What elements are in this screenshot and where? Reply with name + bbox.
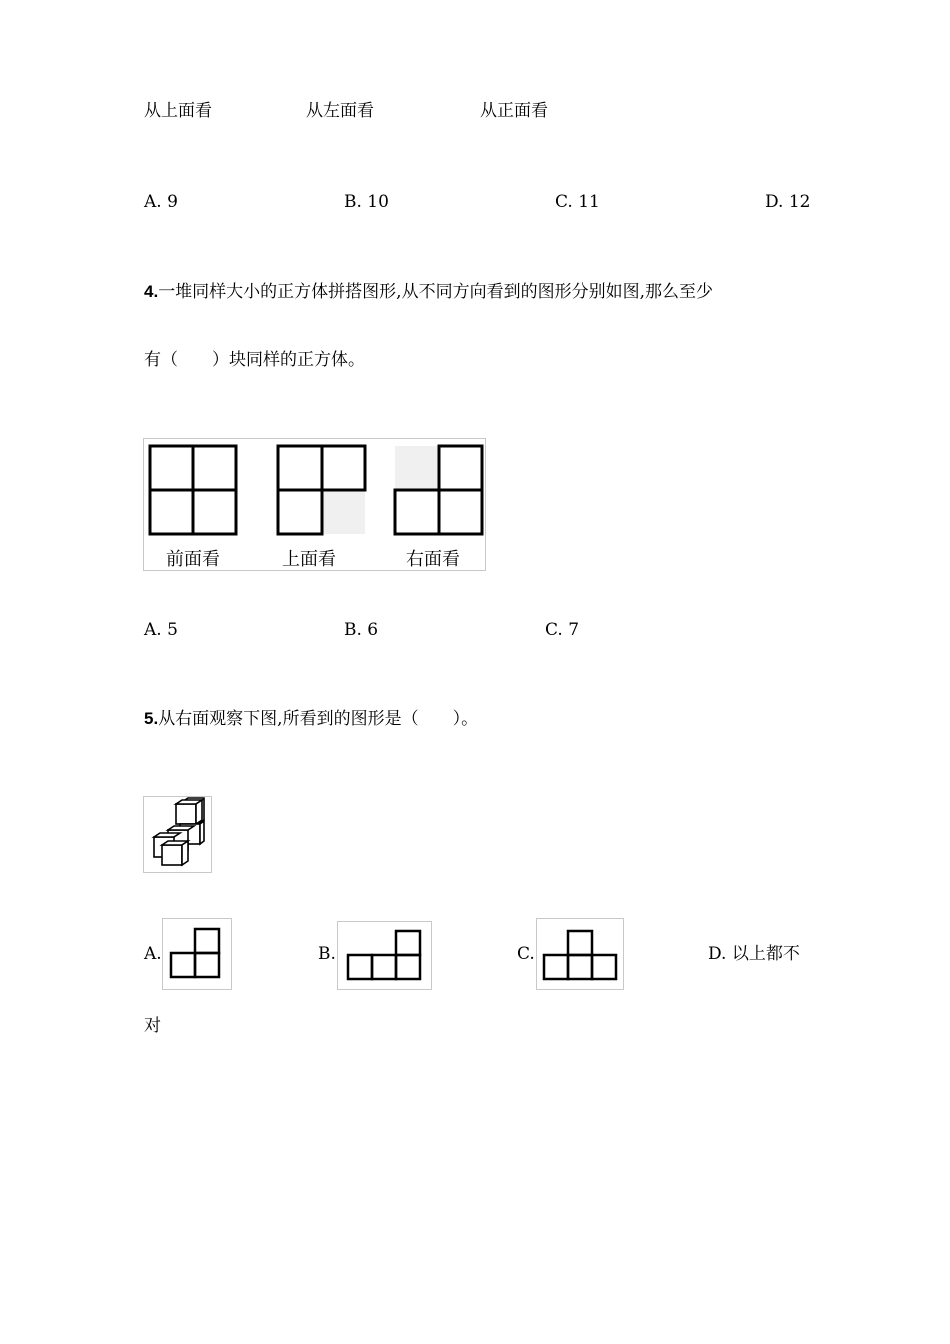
figure-label-front: 前面看	[166, 549, 220, 569]
q4-option-a[interactable]: A. 5	[144, 620, 178, 640]
q5-number: 5.	[144, 709, 159, 728]
q3-option-b[interactable]: B. 10	[344, 192, 389, 212]
q5-text: 从右面观察下图,所看到的图形是（ ）。	[158, 709, 479, 729]
q5-option-c-figure	[536, 918, 624, 990]
q5-option-c[interactable]: C.	[517, 944, 535, 964]
q4-question-line2: 有（ ）块同样的正方体。	[144, 350, 365, 370]
q5-question	[144, 709, 478, 729]
q3-option-d[interactable]: D. 12	[765, 192, 811, 212]
view-label-left: 从左面看	[306, 101, 374, 121]
q4-number: 4.	[144, 282, 159, 301]
view-label-front: 从正面看	[480, 101, 548, 121]
q4-three-view-figure	[143, 438, 486, 571]
q5-option-d-wrap: 对	[144, 1016, 161, 1036]
figure-label-right: 右面看	[406, 549, 460, 569]
q5-option-a[interactable]: A.	[144, 944, 162, 964]
figure-label-top: 上面看	[282, 549, 336, 569]
front-view-grid	[150, 446, 236, 534]
right-view-empty-cell	[395, 446, 439, 490]
top-view-empty-cell	[322, 490, 365, 534]
q4-option-c[interactable]: C. 7	[545, 620, 580, 640]
q5-option-b-figure	[337, 921, 432, 990]
q5-option-b[interactable]: B.	[318, 944, 336, 964]
view-label-top: 从上面看	[144, 101, 212, 121]
q3-option-c[interactable]: C. 11	[555, 192, 600, 212]
q4-question-line1	[144, 282, 713, 302]
q4-option-b[interactable]: B. 6	[344, 620, 379, 640]
q5-option-a-figure	[162, 918, 232, 990]
q4-text-line1: 一堆同样大小的正方体拼搭图形,从不同方向看到的图形分别如图,那么至少	[158, 282, 713, 302]
q3-option-a[interactable]: A. 9	[144, 192, 178, 212]
q5-cube-stack-figure	[143, 796, 212, 873]
q5-option-d[interactable]: D. 以上都不	[708, 944, 800, 964]
